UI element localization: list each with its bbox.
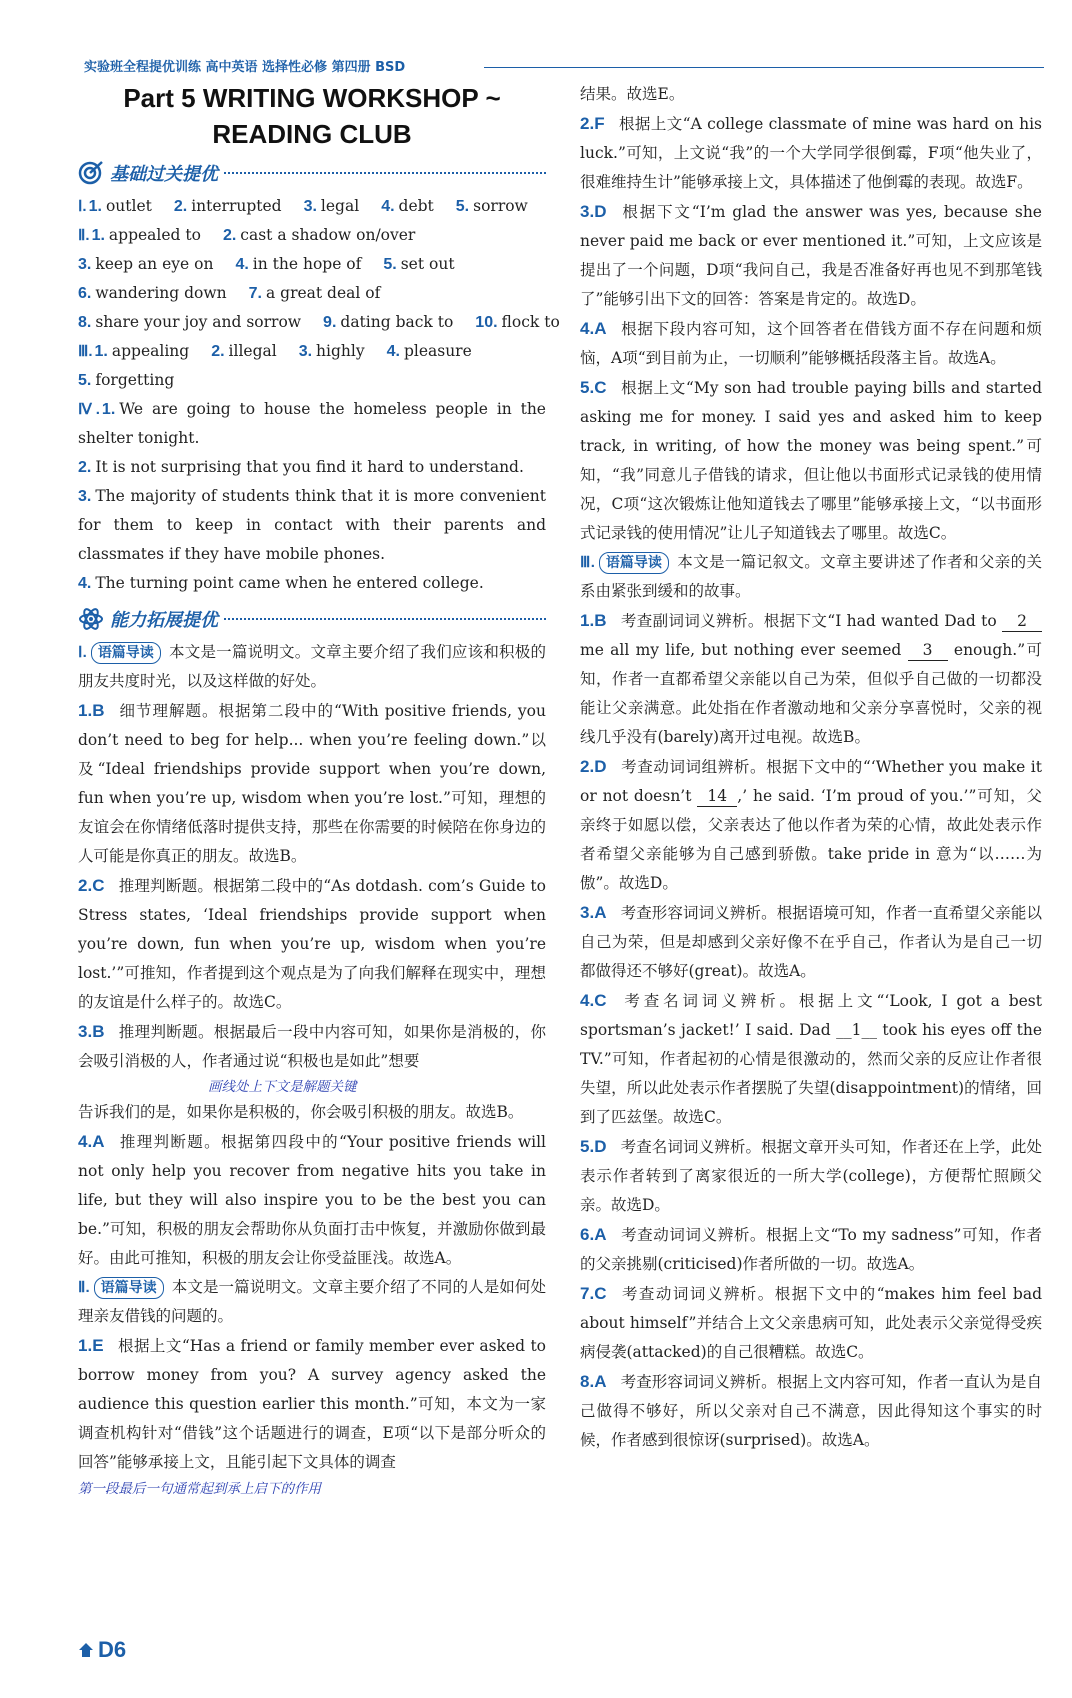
guide-tag: 语篇导读 — [94, 1277, 164, 1299]
answer-row — [78, 250, 546, 279]
section-rule — [224, 618, 546, 620]
passage-3-answers — [580, 898, 1042, 1455]
item-answer: legal — [320, 197, 360, 215]
item-number: 3. — [78, 488, 92, 505]
answer-item — [580, 752, 1042, 898]
item-number: 10. — [475, 314, 498, 331]
item-answer: cast a shadow on/over — [240, 226, 416, 244]
item-number: 1. — [88, 198, 102, 215]
answer-index: 3. — [580, 903, 595, 922]
item-number: 4. — [235, 256, 249, 273]
item-number: 4. — [381, 198, 395, 215]
answer-row — [78, 366, 546, 395]
answer-number — [580, 202, 606, 221]
target-icon — [78, 160, 104, 186]
sentence-text: The turning point came when he entered college. — [95, 574, 484, 592]
answer-text: 考查动词词义辨析。根据下文中的“makes him feel bad about himself”并结合上文父亲患病可知，此处表示父亲觉得受疾病侵袭(attacked)的自己很糟糕。故选C。 — [580, 1285, 1042, 1361]
answer-letter: C — [594, 1284, 607, 1303]
section-basic-label: 基础过关提优 — [110, 164, 218, 185]
item-number: 7. — [248, 285, 262, 302]
right-column — [580, 80, 1042, 1455]
item-number: 5. — [78, 372, 92, 389]
answer-text: 考查形容词词义辨析。根据上文内容可知，作者一直认为是自己做得不够好，所以父亲对自己不满意，因此得知这个事实的时候，作者感到很惊讶(surprised)。故选A。 — [580, 1373, 1042, 1449]
roman-numeral: Ⅲ. — [580, 554, 595, 571]
answer-item — [580, 197, 1042, 314]
item-number: 6. — [78, 285, 92, 302]
item-number: 2. — [211, 343, 225, 360]
sentence-text: It is not surprising that you find it hard to understand. — [95, 458, 524, 476]
item-answer: appealed to — [108, 226, 201, 244]
answer-index: 7. — [580, 1284, 595, 1303]
item-answer: debt — [398, 197, 434, 215]
vocab-answers — [78, 192, 560, 395]
answer-text: 考查名词词义辨析。根据文章开头可知，作者还在上学，此处表示作者转到了离家很近的一所大学(college)，方便帮忙照顾父亲。故选D。 — [580, 1138, 1042, 1214]
answer-number: 2.D — [580, 757, 607, 776]
answer-index: 3. — [78, 1022, 93, 1041]
answer-text: 根据上文“My son had trouble paying bills and started asking me for money. I said yes and asked him to keep track, in writing, of how the money was being spent.”可知，“我”同意儿子借钱的请求，但让他以书面形式记录钱的使用情况，C项“这次锻炼让他知道钱去了哪里”能够承接上文，“以书面形式记录钱的使用情况”让儿子知道钱去了哪里。故选C。 — [580, 379, 1042, 542]
answer-text: me all my life, but nothing ever seemed — [580, 641, 902, 659]
answer-letter: A — [594, 1225, 607, 1244]
answer-item — [580, 986, 1042, 1132]
item-number: 9. — [323, 314, 337, 331]
answer-text: 考查副词词义辨析。根据下文“I had wanted Dad to — [620, 612, 997, 630]
answer-letter: B — [92, 701, 105, 720]
answer-text: 推理判断题。根据最后一段中内容可知，如果你是消极的，你会吸引消极的人，作者通过说“积极也是如此”想要 — [78, 1023, 546, 1070]
answer-number: 1.E — [78, 1336, 104, 1355]
item-answer: sorrow — [473, 197, 528, 215]
item-number: 5. — [455, 198, 470, 215]
sentence-answers — [78, 395, 546, 598]
answer-index: 8. — [580, 1372, 595, 1391]
handwritten-note-2: 第一段最后一句通常起到承上启下的作用 — [78, 1481, 321, 1497]
blank-number: 3 — [908, 640, 948, 661]
answer-number — [580, 1225, 606, 1244]
passage-3-intro — [580, 548, 1042, 606]
item-answer: appealing — [111, 342, 190, 360]
answer-text: 考查名词词义辨析。根据上文“‘Look, I got a best sportsman’s jacket!’ I said. Dad __1__ took his eyes off the TV.”可知，作者起初的心情是很激动的，然而父亲的反应让作者很失望，所以此处表示作者摆脱了失望(disappointment)的情绪，回到了匹兹堡。故选C。 — [580, 992, 1042, 1126]
part-title — [78, 80, 546, 152]
blank-number: 2 — [1002, 611, 1042, 632]
item-answer: illegal — [228, 342, 277, 360]
answer-number — [580, 903, 606, 922]
item-number: 2. — [173, 198, 188, 215]
answer-text: 细节理解题。根据第二段中的“With positive friends, you don’t need to beg for help... when you’re feeling down.”以及“Ideal friendships provide support when you’re down, fun when you’re up, wisdom when you’re lost.”可知，理想的友谊会在你情绪低落时提供支持，那些在你需要的时候陪在你身边的人可能是你真正的朋友。故选B。 — [78, 702, 546, 865]
answer-text: 考查动词词义辨析。根据上文“To my sadness”可知，作者的父亲挑剔(criticised)作者所做的一切。故选A。 — [580, 1226, 1042, 1273]
sentence-answer — [78, 453, 546, 482]
answer-letter: B — [92, 1022, 105, 1041]
answer-index: 5. — [580, 378, 595, 397]
item-answer: highly — [316, 342, 365, 360]
sentence-answer — [78, 482, 546, 569]
section-advanced-label: 能力拓展提优 — [110, 610, 218, 631]
item-answer: set out — [400, 255, 455, 273]
answer-text: 推理判断题。根据第四段中的“Your positive friends will not only help you recover from negative hits you take in life, but they will also inspire you to be the best you can be.”可知，积极的朋友会帮助你从负面打击中恢复，并激励你做到最好。由此可推知，积极的朋友会让你受益匪浅。故选A。 — [78, 1133, 546, 1267]
answer-3-continued: 告诉我们的是，如果你是积极的，你会吸引积极的朋友。故选B。 — [78, 1103, 524, 1121]
item-answer: flock to — [501, 313, 560, 331]
item-number: 8. — [78, 314, 92, 331]
intro-text: 本文是一篇说明文。文章主要介绍了我们应该和积极的朋友共度时光，以及这样做的好处。 — [78, 643, 546, 690]
answer-item — [580, 1132, 1042, 1220]
answer-number — [78, 701, 104, 720]
item-number: 5. — [383, 256, 397, 273]
answer-index: 3. — [580, 202, 595, 221]
answer-text: ,’ he said. ‘I’m proud of you.’”可知，父亲终于如愿以偿，父亲表达了他以作者为荣的心情，故此处表示作者希望父亲能够为自己感到骄傲。take pride in 意为“以……为傲”。故选D。 — [580, 787, 1042, 892]
answer-item — [580, 898, 1042, 986]
item-answer: outlet — [105, 197, 152, 215]
answer-item — [580, 1279, 1042, 1367]
page-header — [84, 54, 1044, 78]
answer-text: enough.”可知，作者一直都希望父亲能以自己为荣，但似乎自己做的一切都没能让父亲满意。此处指在作者激动地和父亲分享喜悦时，父亲的视线几乎没有(barely)离开过电视。故选B。 — [580, 641, 1042, 746]
answer-index: 4. — [580, 319, 595, 338]
answer-text: 根据上文“A college classmate of mine was hard on his luck.”可知，上文说“我”的一个大学同学很倒霉，F项“他失业了，很难维持生计”能够承接上文，具体描述了他倒霉的表现。故选F。 — [580, 115, 1042, 191]
roman-numeral: Ⅱ. — [78, 227, 90, 244]
answer-number — [580, 1137, 606, 1156]
sentence-text: The majority of students think that it is more convenient for them to keep in contact with their parents and classmates if they have mobile phones. — [78, 487, 546, 563]
answer-item — [580, 373, 1042, 548]
item-number: 4. — [78, 575, 92, 592]
sentence-text: We are going to house the homeless people in the shelter tonight. — [78, 400, 546, 447]
answer-text: 考查形容词词义辨析。根据语境可知，作者一直希望父亲能以自己为荣，但是却感到父亲好像不在乎自己，作者认为是自己一切都做得还不够好(great)。故选A。 — [580, 904, 1042, 980]
blank-number: 14 — [697, 786, 737, 807]
answer-item — [580, 1367, 1042, 1455]
answer-letter: C — [594, 378, 607, 397]
answer-item — [78, 696, 546, 871]
item-answer: pleasure — [403, 342, 472, 360]
answer-index: 2. — [580, 114, 595, 133]
answer-number: 4.A — [78, 1132, 105, 1151]
left-column — [78, 80, 560, 1501]
item-answer: share your joy and sorrow — [95, 313, 302, 331]
answer-item — [78, 1017, 546, 1076]
section-rule — [224, 172, 546, 174]
item-number: 2. — [222, 227, 237, 244]
sentence-answer — [78, 569, 546, 598]
series-title: 实验班全程提优训练 高中英语 选择性必修 第四册 BSD — [84, 60, 406, 75]
section-advanced-header — [78, 602, 546, 636]
answer-number — [78, 1022, 104, 1041]
roman-numeral: Ⅰ. — [78, 644, 87, 661]
answer-number — [580, 1372, 606, 1391]
roman-numeral: Ⅰ. — [78, 198, 87, 215]
answer-letter: A — [594, 903, 607, 922]
answer-text: 根据上文“Has a friend or family member ever asked to borrow money from you? A survey agency asked the audience this question earlier this month.”可知，本文为一家调查机构针对“借钱”这个话题进行的调查，E项“以下是部分听众的回答”能够承接上文，且能引起下文具体的调查 — [78, 1337, 546, 1471]
intro-text: 本文是一篇记叙文。文章主要讲述了作者和父亲的关系由紧张到缓和的故事。 — [580, 553, 1042, 600]
answer-index: 5. — [580, 1137, 595, 1156]
answer-index: 6. — [580, 1225, 595, 1244]
answer-letter: D — [594, 1137, 607, 1156]
answer-letter: C — [92, 876, 105, 895]
answer-number: 1.B — [580, 611, 607, 630]
answer-item — [580, 314, 1042, 373]
answer-1-continued: 结果。故选E。 — [580, 85, 685, 103]
item-answer: forgetting — [95, 371, 175, 389]
answer-item — [78, 1331, 546, 1477]
answer-text: 推理判断题。根据第二段中的“As dotdash. com’s Guide to Stress states, ‘Ideal friendships provide support when you’re down, fun when you’re up, wisdom when you’re lost.’”可推知，作者提到这个观点是为了向我们解释在现实中，理想的友谊是什么样子的。故选C。 — [78, 877, 546, 1011]
answer-item — [580, 606, 1042, 752]
answer-row — [78, 308, 560, 337]
answer-letter: F — [594, 114, 605, 133]
intro-text: 本文是一篇说明文。文章主要介绍了不同的人是如何处理亲友借钱的问题的。 — [78, 1278, 546, 1325]
answer-number — [580, 319, 606, 338]
title-line-1: Part 5 WRITING WORKSHOP ~ — [123, 83, 501, 113]
item-answer: a great deal of — [265, 284, 381, 302]
item-answer: dating back to — [340, 313, 454, 331]
handwritten-note-1: 画线处上下文是解题关键 — [208, 1079, 357, 1095]
answer-number — [580, 378, 606, 397]
item-answer: in the hope of — [252, 255, 362, 273]
section-basic-header — [78, 156, 546, 190]
answer-letter: A — [594, 319, 607, 338]
item-number: 3. — [298, 343, 313, 360]
item-number: 3. — [78, 256, 92, 273]
item-number: 1. — [101, 401, 116, 418]
roman-numeral: Ⅱ. — [78, 1279, 90, 1296]
passage-1-answers — [78, 696, 546, 1076]
answer-text: 考查动词词组辨析。根据下文中的“‘Whether you make it or not doesn’t — [580, 758, 1042, 805]
item-answer: wandering down — [95, 284, 227, 302]
answer-row — [78, 337, 546, 366]
atom-icon — [78, 606, 104, 632]
answer-text: 根据下文“I’m glad the answer was yes, because she never paid me back or ever mentioned it.”可知，上文应该是提出了一个问题，D项“我问自己，我是否准备好再也见不到那笔钱了”能够引出下文的回答：答案是肯定的。故选D。 — [580, 203, 1042, 308]
item-number: 2. — [78, 459, 92, 476]
answer-letter: A — [594, 1372, 607, 1391]
answer-row — [78, 279, 546, 308]
sentence-answer — [78, 395, 546, 453]
answer-index: 2. — [78, 876, 93, 895]
item-number: 3. — [303, 198, 317, 215]
roman-numeral: Ⅳ. — [78, 401, 100, 418]
item-number: 4. — [386, 343, 400, 360]
answer-letter: C — [594, 991, 607, 1010]
item-number: 1. — [94, 343, 108, 360]
answer-row — [78, 192, 546, 221]
answer-index: 4. — [580, 991, 595, 1010]
answer-text: 根据下段内容可知，这个回答者在借钱方面不存在问题和烦恼，A项“到目前为止，一切顺利”能够概括段落主旨。故选A。 — [580, 320, 1042, 367]
answer-number — [580, 1284, 606, 1303]
house-icon — [78, 1642, 94, 1658]
title-line-2: READING CLUB — [212, 119, 412, 149]
answer-number — [580, 114, 605, 133]
guide-tag: 语篇导读 — [91, 642, 161, 664]
page-number: D6 — [98, 1637, 127, 1662]
header-rule — [484, 67, 1044, 68]
passage-2-answers — [580, 109, 1042, 548]
answer-item — [580, 1220, 1042, 1279]
answer-row — [78, 221, 546, 250]
page-footer — [78, 1634, 126, 1666]
answer-item — [580, 109, 1042, 197]
passage-1-intro — [78, 638, 546, 696]
answer-index: 1. — [78, 701, 93, 720]
answer-item — [78, 871, 546, 1017]
answer-number — [78, 876, 104, 895]
answer-letter: D — [594, 202, 607, 221]
passage-2-intro — [78, 1273, 546, 1331]
guide-tag: 语篇导读 — [599, 552, 669, 574]
roman-numeral: Ⅲ. — [78, 343, 93, 360]
answer-number — [580, 991, 606, 1010]
item-number: 1. — [91, 227, 105, 244]
item-answer: keep an eye on — [95, 255, 214, 273]
answer-item — [78, 1127, 546, 1273]
item-answer: interrupted — [191, 197, 282, 215]
